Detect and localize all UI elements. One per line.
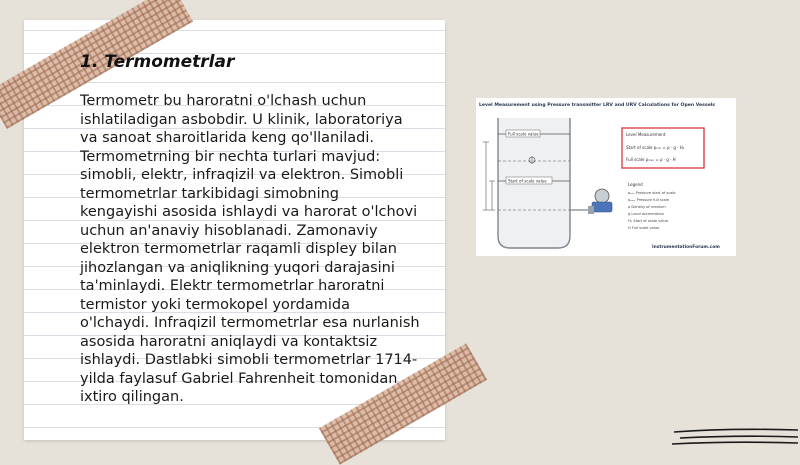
legend-title: Legend xyxy=(628,182,643,187)
diagram-graphic xyxy=(476,98,736,256)
formula-start-scale: Start of scale pₘᵢₙ = ρ · g · H₁ xyxy=(626,145,685,150)
formula-full-scale: Full scale pₘₐₓ = ρ · g · H xyxy=(626,157,676,162)
full-scale-label: Full scale value xyxy=(508,131,539,137)
slide-body-text: Termometr bu haroratni o'lchash uchun ishlatiladigan asbobdir. U klinik, laboratoriya va sanoat sharoitlarida keng qo'llaniladi. Termometrning bir nechta turlari mavjud: simobli, elektr, infraqizil va elektron. Simobli termometrlar tarkibidagi simobning kengayishi asosida ishlaydi va harorat o'lchovi uchun an'anaviy hisoblanadi. Zamonaviy elektron termometrlar raqamli displey bilan jihozlangan va aniqlikning yuqori darajasini ta'minlaydi. Elektr termometrlar haroratni termistor yoki termokopel yordamida o'lchaydi. Infraqizil termometrlar esa nurlanish asosida haroratni aniqlaydi va kontaktsiz ishlaydi. Dastlabki simobli termometrlar 1714-yilda faylasuf Gabriel Fahrenheit tomonidan ixtiro qilingan. xyxy=(80,93,420,405)
legend-item: H₁ Start of scale value xyxy=(628,219,669,223)
level-measurement-diagram xyxy=(476,98,736,256)
legend-item: pₘᵢₙ Pressure start of scale xyxy=(628,191,676,195)
legend-item: H Full scale value xyxy=(628,226,660,230)
formula-box-title: Level Measurement xyxy=(626,132,666,137)
slide-title: 1. Termometrlar xyxy=(80,52,235,72)
diagram-watermark: InstrumentationForum.com xyxy=(652,245,720,250)
legend-item: g Local acceleration xyxy=(628,212,665,216)
start-scale-label: Start of scale value xyxy=(508,178,547,184)
decorative-lines xyxy=(670,422,800,450)
legend-item: ρ Density of medium xyxy=(628,205,666,209)
diagram-title: Level Measurement using Pressure transmitter LRV and URV Calculations for Open Vessels xyxy=(479,103,716,108)
legend-item: pₘₐₓ Pressure full scale xyxy=(628,198,670,202)
